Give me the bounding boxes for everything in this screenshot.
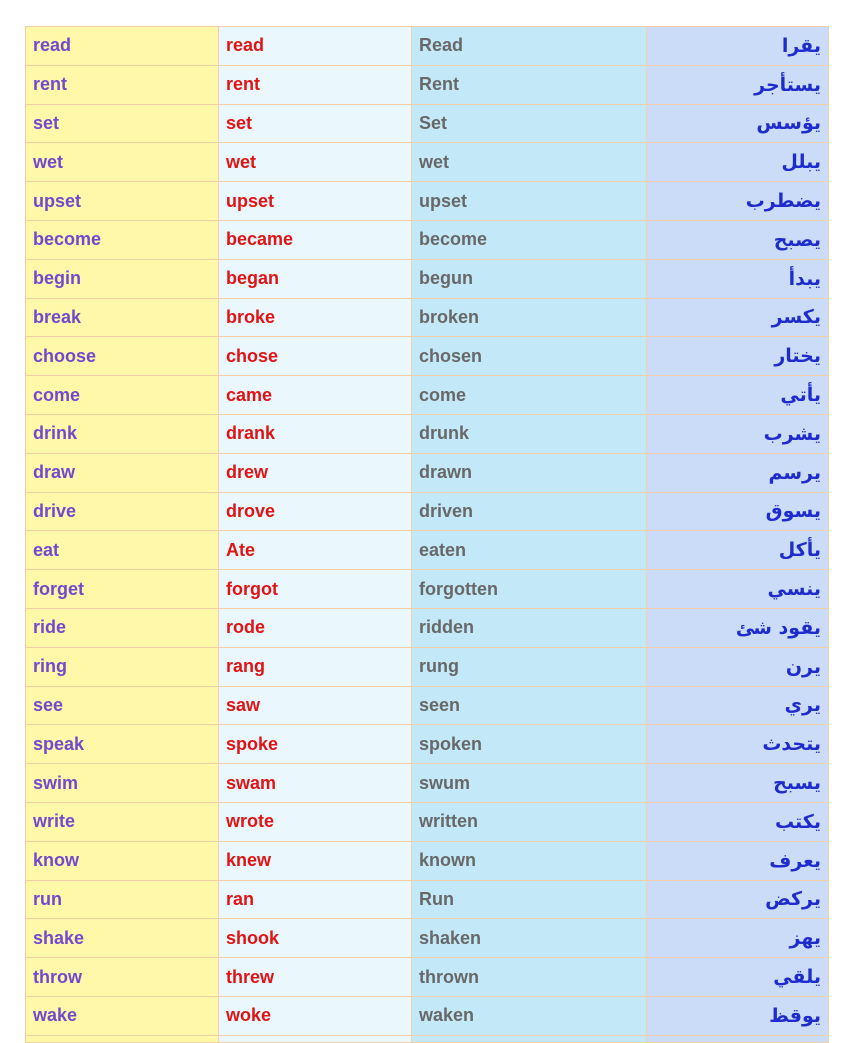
past-simple-cell: set (219, 104, 412, 143)
past-participle-cell: driven (412, 492, 647, 531)
arabic-meaning-cell: يشرب (647, 414, 829, 453)
arabic-meaning-cell: يسبح (647, 764, 829, 803)
base-form-cell: wet (26, 143, 219, 182)
past-simple-cell: became (219, 220, 412, 259)
empty-cell (26, 1035, 219, 1042)
table-row (26, 259, 829, 298)
table-row (26, 802, 829, 841)
past-simple-cell: read (219, 27, 412, 66)
past-simple-cell: drove (219, 492, 412, 531)
past-participle-cell: wet (412, 143, 647, 182)
base-form-cell: upset (26, 182, 219, 221)
past-simple-cell: chose (219, 337, 412, 376)
past-participle-cell: written (412, 802, 647, 841)
table-row-partial (26, 1035, 829, 1042)
past-simple-cell: rent (219, 65, 412, 104)
past-participle-cell: ridden (412, 608, 647, 647)
base-form-cell: draw (26, 453, 219, 492)
table-row (26, 531, 829, 570)
base-form-cell: see (26, 686, 219, 725)
base-form-cell: read (26, 27, 219, 66)
past-participle-cell: Rent (412, 65, 647, 104)
base-form-cell: speak (26, 725, 219, 764)
arabic-meaning-cell: يبدأ (647, 259, 829, 298)
arabic-meaning-cell: يستأجر (647, 65, 829, 104)
arabic-meaning-cell: ينسي (647, 570, 829, 609)
arabic-meaning-cell: يتحدث (647, 725, 829, 764)
arabic-meaning-cell: يرسم (647, 453, 829, 492)
past-participle-cell: begun (412, 259, 647, 298)
table-row (26, 143, 829, 182)
past-participle-cell: become (412, 220, 647, 259)
past-simple-cell: rode (219, 608, 412, 647)
arabic-meaning-cell: يكتب (647, 802, 829, 841)
arabic-meaning-cell: يرن (647, 647, 829, 686)
arabic-meaning-cell: يؤسس (647, 104, 829, 143)
table-row (26, 104, 829, 143)
past-participle-cell: thrown (412, 958, 647, 997)
past-participle-cell: waken (412, 996, 647, 1035)
past-simple-cell: drank (219, 414, 412, 453)
arabic-meaning-cell: يأكل (647, 531, 829, 570)
past-participle-cell: Run (412, 880, 647, 919)
table-row (26, 492, 829, 531)
table-row (26, 376, 829, 415)
past-participle-cell: Read (412, 27, 647, 66)
past-simple-cell: upset (219, 182, 412, 221)
base-form-cell: begin (26, 259, 219, 298)
past-participle-cell: come (412, 376, 647, 415)
past-simple-cell: threw (219, 958, 412, 997)
arabic-meaning-cell: يصبح (647, 220, 829, 259)
past-simple-cell: ran (219, 880, 412, 919)
arabic-meaning-cell: يعرف (647, 841, 829, 880)
arabic-meaning-cell: يختار (647, 337, 829, 376)
table-row (26, 220, 829, 259)
base-form-cell: throw (26, 958, 219, 997)
arabic-meaning-cell: يأتي (647, 376, 829, 415)
past-participle-cell: eaten (412, 531, 647, 570)
table-row (26, 996, 829, 1035)
past-participle-cell: seen (412, 686, 647, 725)
past-simple-cell: shook (219, 919, 412, 958)
past-simple-cell: began (219, 259, 412, 298)
base-form-cell: shake (26, 919, 219, 958)
past-participle-cell: forgotten (412, 570, 647, 609)
base-form-cell: come (26, 376, 219, 415)
table-row (26, 958, 829, 997)
past-simple-cell: saw (219, 686, 412, 725)
base-form-cell: set (26, 104, 219, 143)
table-row (26, 919, 829, 958)
base-form-cell: wake (26, 996, 219, 1035)
past-simple-cell: wet (219, 143, 412, 182)
table-row (26, 725, 829, 764)
table-row (26, 414, 829, 453)
past-participle-cell: broken (412, 298, 647, 337)
past-participle-cell: spoken (412, 725, 647, 764)
arabic-meaning-cell: يبلل (647, 143, 829, 182)
base-form-cell: drive (26, 492, 219, 531)
arabic-meaning-cell: يهز (647, 919, 829, 958)
past-simple-cell: Ate (219, 531, 412, 570)
past-participle-cell: rung (412, 647, 647, 686)
base-form-cell: rent (26, 65, 219, 104)
base-form-cell: ride (26, 608, 219, 647)
base-form-cell: choose (26, 337, 219, 376)
arabic-meaning-cell: يسوق (647, 492, 829, 531)
base-form-cell: swim (26, 764, 219, 803)
past-simple-cell: drew (219, 453, 412, 492)
arabic-meaning-cell: يركض (647, 880, 829, 919)
base-form-cell: forget (26, 570, 219, 609)
base-form-cell: ring (26, 647, 219, 686)
table-row (26, 570, 829, 609)
past-participle-cell: drunk (412, 414, 647, 453)
empty-cell (412, 1035, 647, 1042)
arabic-meaning-cell: يقود شئ (647, 608, 829, 647)
table-row (26, 337, 829, 376)
base-form-cell: know (26, 841, 219, 880)
arabic-meaning-cell: يكسر (647, 298, 829, 337)
past-simple-cell: knew (219, 841, 412, 880)
base-form-cell: drink (26, 414, 219, 453)
table-row (26, 453, 829, 492)
table-row (26, 182, 829, 221)
verb-table (25, 26, 829, 1043)
table-row (26, 647, 829, 686)
past-participle-cell: known (412, 841, 647, 880)
past-participle-cell: shaken (412, 919, 647, 958)
arabic-meaning-cell: يقرا (647, 27, 829, 66)
base-form-cell: become (26, 220, 219, 259)
arabic-meaning-cell: يضطرب (647, 182, 829, 221)
base-form-cell: run (26, 880, 219, 919)
table-row (26, 608, 829, 647)
base-form-cell: eat (26, 531, 219, 570)
table-row (26, 27, 829, 66)
empty-cell (219, 1035, 412, 1042)
past-simple-cell: came (219, 376, 412, 415)
arabic-meaning-cell: يلقي (647, 958, 829, 997)
past-participle-cell: swum (412, 764, 647, 803)
past-participle-cell: chosen (412, 337, 647, 376)
table-row (26, 764, 829, 803)
table-row (26, 880, 829, 919)
arabic-meaning-cell: يوقظ (647, 996, 829, 1035)
past-simple-cell: woke (219, 996, 412, 1035)
past-participle-cell: upset (412, 182, 647, 221)
base-form-cell: write (26, 802, 219, 841)
past-participle-cell: drawn (412, 453, 647, 492)
empty-cell (647, 1035, 829, 1042)
past-simple-cell: swam (219, 764, 412, 803)
table-row (26, 298, 829, 337)
past-simple-cell: forgot (219, 570, 412, 609)
table-row (26, 65, 829, 104)
arabic-meaning-cell: يري (647, 686, 829, 725)
past-participle-cell: Set (412, 104, 647, 143)
past-simple-cell: rang (219, 647, 412, 686)
table-row (26, 686, 829, 725)
past-simple-cell: wrote (219, 802, 412, 841)
table-row (26, 841, 829, 880)
base-form-cell: break (26, 298, 219, 337)
past-simple-cell: broke (219, 298, 412, 337)
past-simple-cell: spoke (219, 725, 412, 764)
